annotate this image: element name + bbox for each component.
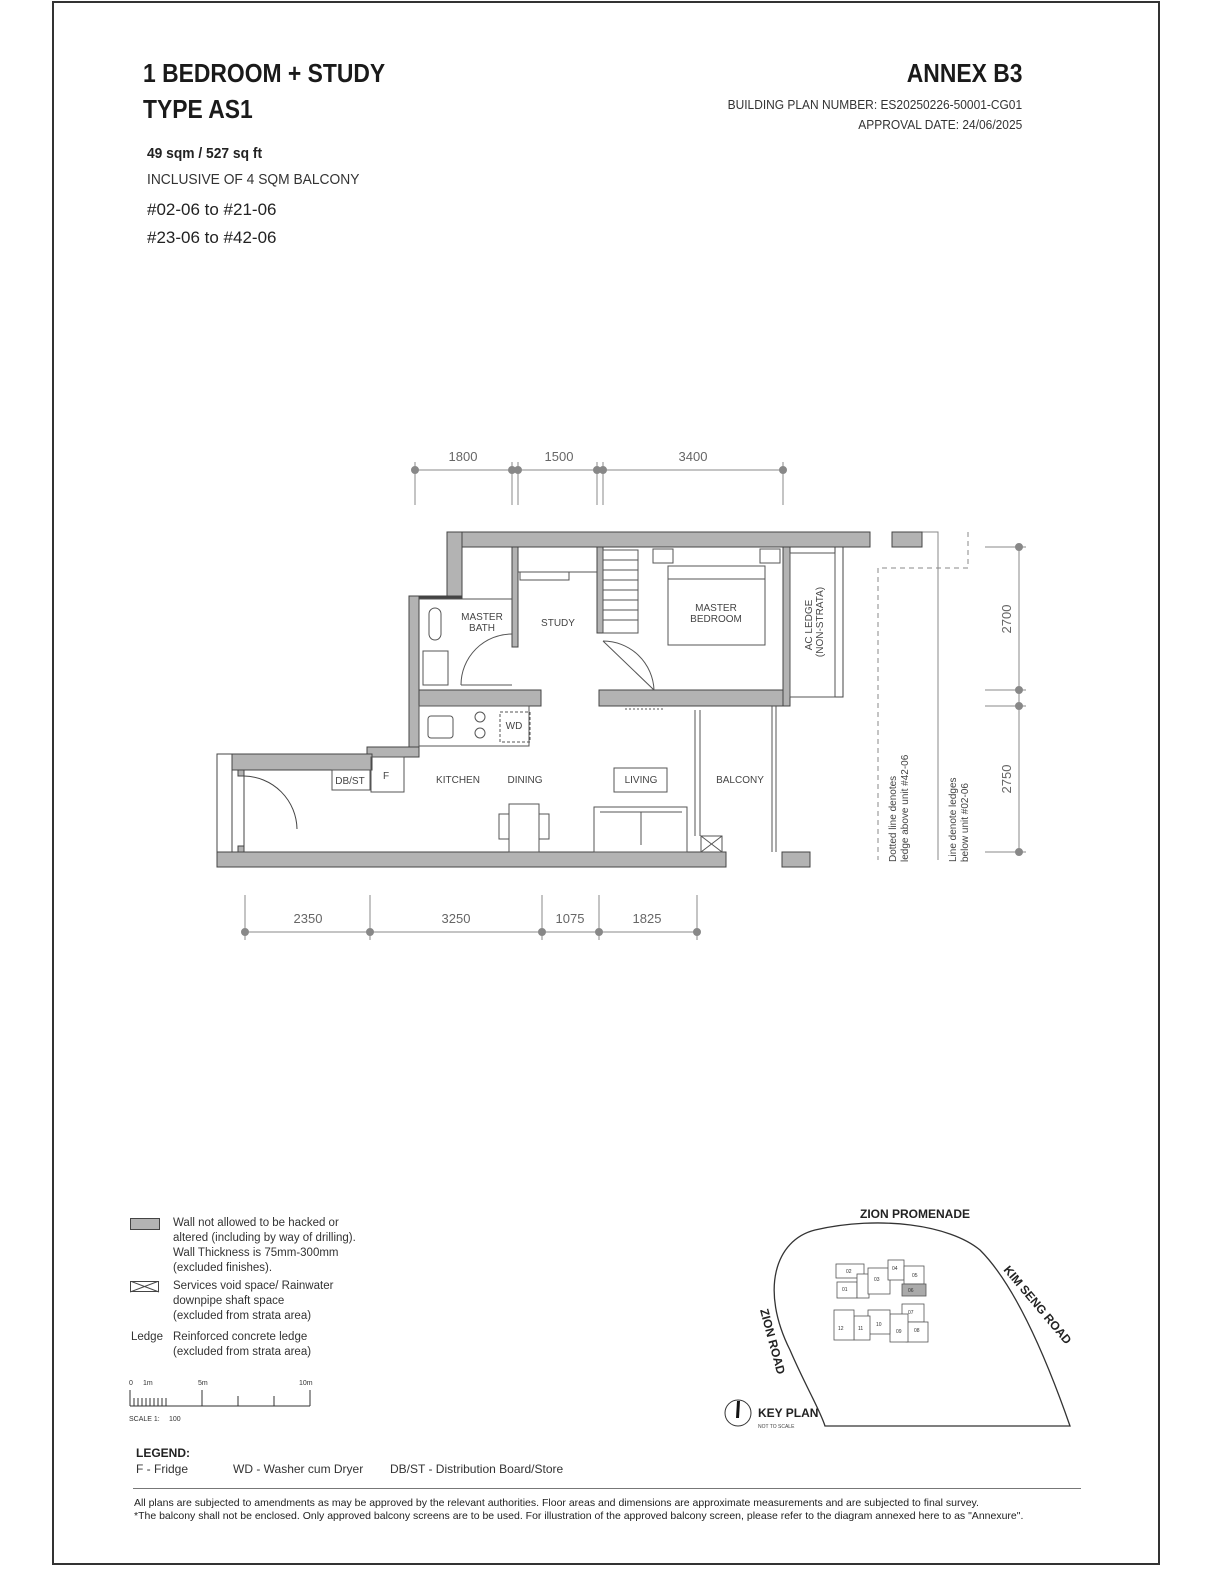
key-plan-subtitle: NOT TO SCALE [758, 1424, 795, 1430]
label-dbst: DB/ST [335, 776, 365, 787]
label-living: LIVING [624, 775, 658, 786]
void-legend-swatch [130, 1281, 160, 1293]
line-note-1: Line denote ledges [948, 777, 959, 862]
void-legend-line-3: (excluded from strata area) [173, 1310, 312, 1322]
north-arrow-icon [725, 1400, 751, 1426]
ledge-legend-line-1: Reinforced concrete ledge [173, 1331, 308, 1343]
top-dimension-line [412, 462, 787, 505]
key-plan-title: KEY PLAN [758, 1406, 819, 1420]
label-balcony: BALCONY [716, 775, 764, 786]
block-07: 07 [908, 1310, 914, 1316]
scale-bar [125, 1376, 325, 1426]
label-kitchen: KITCHEN [436, 775, 480, 786]
scale-label-10m: 10m [299, 1380, 313, 1387]
footer-divider [133, 1488, 1081, 1489]
scale-label-5m: 5m [198, 1380, 208, 1387]
dotted-note-1: Dotted line denotes [888, 775, 899, 862]
void-legend-line-1: Services void space/ Rainwater [173, 1280, 334, 1292]
wall-legend-text [173, 1216, 356, 1276]
dim-top-1: 1800 [448, 449, 478, 464]
scale-label-1m: 1m [143, 1380, 153, 1387]
label-study: STUDY [541, 618, 575, 629]
label-master-bedroom-2: BEDROOM [690, 614, 742, 625]
wall-legend-swatch [130, 1218, 160, 1230]
scale-text: SCALE 1: [129, 1416, 160, 1423]
ledge-legend-line-2: (excluded from strata area) [173, 1346, 312, 1358]
unit-type-title: 1 BEDROOM + STUDY [143, 58, 386, 88]
ledge-legend-symbol: Ledge [131, 1331, 163, 1343]
block-01: 01 [842, 1287, 848, 1293]
block-02: 02 [846, 1269, 852, 1275]
wall-legend-line-3: Wall Thickness is 75mm-300mm [173, 1247, 339, 1259]
road-zion-road: ZION ROAD [757, 1307, 789, 1376]
unit-area: 49 sqm / 527 sq ft [147, 145, 263, 162]
dim-right-2: 2750 [999, 764, 1014, 794]
building-plan-number: BUILDING PLAN NUMBER: ES20250226-50001-CG01 [727, 97, 1022, 112]
wall-legend-line-2: altered (including by way of drilling). [173, 1232, 356, 1244]
label-master-bedroom-1: MASTER [695, 603, 737, 614]
block-04: 04 [892, 1266, 898, 1272]
right-dimension-line [985, 544, 1026, 856]
key-plan [720, 1200, 1080, 1440]
dim-bottom-3: 1075 [555, 911, 585, 926]
dim-bottom-2: 3250 [441, 911, 471, 926]
dim-top-3: 3400 [678, 449, 708, 464]
dotted-note-2: ledge above unit #42-06 [900, 754, 911, 862]
dim-top-2: 1500 [544, 449, 574, 464]
legend-dbst: DB/ST - Distribution Board/Store [390, 1462, 564, 1476]
line-note-2: below unit #02-06 [960, 783, 971, 862]
block-05: 05 [912, 1273, 918, 1279]
approval-date: APPROVAL DATE: 24/06/2025 [858, 117, 1022, 132]
annex-title: ANNEX B3 [906, 58, 1022, 88]
unit-type-code: TYPE AS1 [143, 94, 253, 124]
block-08: 08 [914, 1328, 920, 1334]
label-fridge: F [382, 771, 390, 782]
road-kim-seng: KIM SENG ROAD [1000, 1262, 1075, 1348]
block-10: 10 [876, 1322, 882, 1328]
block-06: 06 [908, 1288, 914, 1294]
block-12: 12 [838, 1326, 844, 1332]
scale-value: 100 [169, 1416, 181, 1423]
legend-fridge: F - Fridge [136, 1462, 189, 1476]
footer-line-1: All plans are subjected to amendments as may be approved by the relevant authorities. Floor areas and dimensions are approximate measurements and are subjected to final survey. [134, 1497, 979, 1509]
block-03: 03 [874, 1277, 880, 1283]
unit-range-1: #02-06 to #21-06 [147, 200, 277, 219]
void-legend-text [173, 1279, 333, 1324]
dim-bottom-1: 2350 [293, 911, 323, 926]
label-ac-ledge-2: (NON-STRATA) [815, 586, 826, 658]
void-legend-line-2: downpipe shaft space [173, 1295, 285, 1307]
unit-range-2: #23-06 to #42-06 [147, 228, 277, 247]
footer-line-2: *The balcony shall not be enclosed. Only approved balcony screens are to be used. For illustration of the approved balcony screen, please refer to the diagram annexed here to as "Annexure". [134, 1510, 1024, 1522]
label-dining: DINING [507, 775, 543, 786]
walls [217, 532, 922, 867]
dim-right-1: 2700 [999, 604, 1014, 634]
balcony-note: INCLUSIVE OF 4 SQM BALCONY [147, 171, 360, 188]
label-ac-ledge-1: AC LEDGE [804, 599, 815, 651]
label-wd: WD [505, 721, 523, 732]
wall-legend-line-4: (excluded finishes). [173, 1262, 273, 1274]
block-11: 11 [858, 1326, 864, 1332]
wall-legend-line-1: Wall not allowed to be hacked or [173, 1217, 339, 1229]
dim-bottom-4: 1825 [632, 911, 662, 926]
scale-label-0: 0 [129, 1380, 133, 1387]
legend-title: LEGEND: [136, 1446, 190, 1460]
footer-disclaimer [134, 1497, 1074, 1523]
label-master-bath-1: MASTER [461, 612, 503, 623]
label-master-bath-2: BATH [469, 623, 495, 634]
ledge-legend-text [173, 1330, 311, 1360]
road-zion-promenade: ZION PROMENADE [860, 1207, 971, 1221]
block-09: 09 [896, 1329, 902, 1335]
legend-wd: WD - Washer cum Dryer [233, 1462, 364, 1476]
